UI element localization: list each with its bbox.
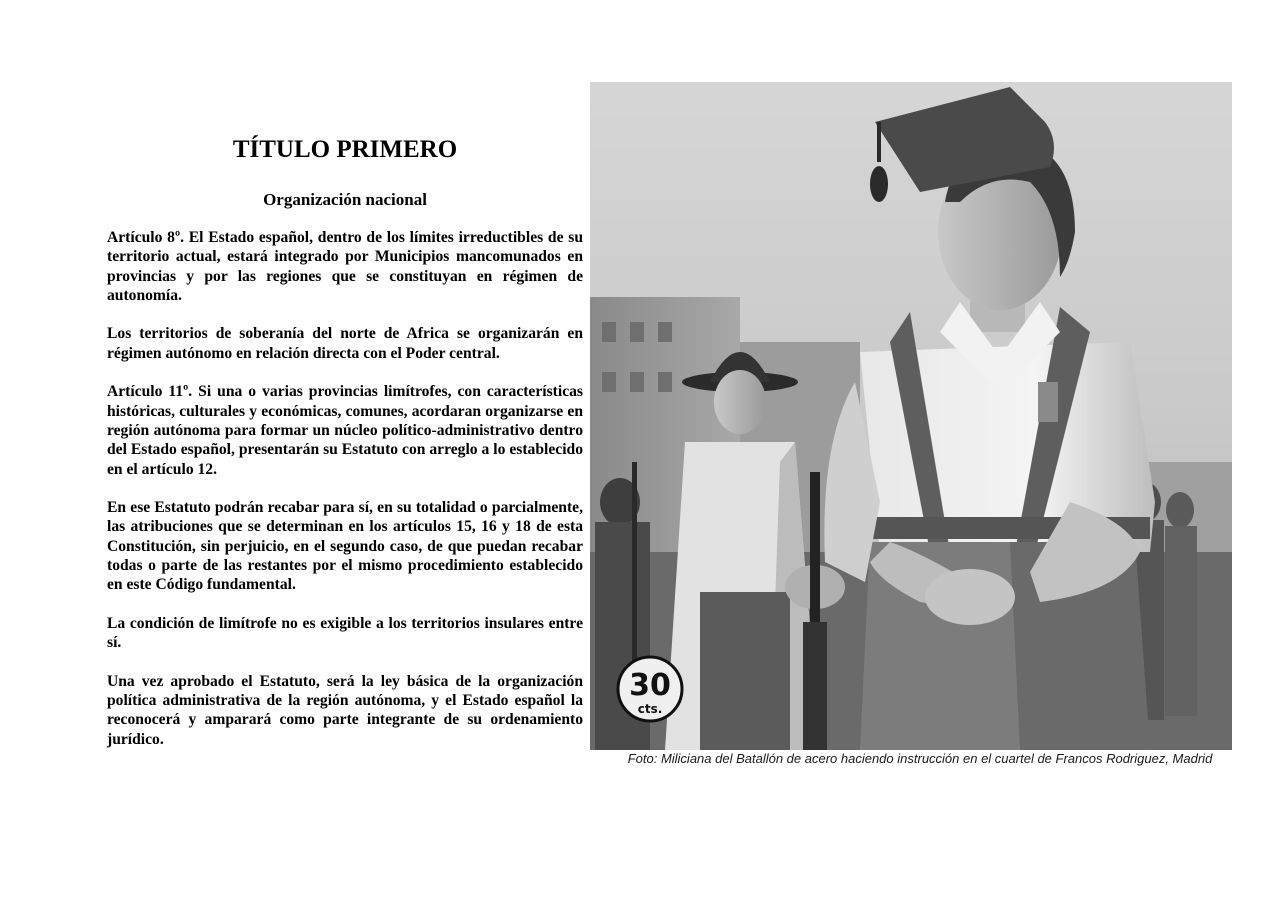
photo-illustration [590,82,1232,750]
paragraph-north-africa: Los territorios de soberanía del norte de Africa se organizarán en régimen autónomo en relación directa con el Poder central. [107,325,583,362]
badge-number: 30 [629,668,671,703]
badge-unit: cts. [637,702,663,716]
historical-photo [590,82,1232,750]
paragraph-statute-approval: Una vez aprobado el Estatuto, será la ley básica de la organización política administrativa de la región autónoma, y el Estado español la reconocerá y amparará como parte integrante de su ordenamiento jurídico. [107,672,583,748]
price-badge [618,657,682,721]
document-text-column [107,134,583,768]
section-title: TÍTULO PRIMERO [232,136,458,163]
paragraph-island-territories: La condición de limítrofe no es exigible a los territorios insulares entre sí. [107,614,583,652]
photo-caption: Foto: Miliciana del Batallón de acero haciendo instrucción en el cuartel de Francos Rodriguez, Madrid [627,751,1213,766]
paragraph-article-11: Artículo 11º. Si una o varias provincias limítrofes, con características históricas, culturales y económicas, comunes, acordaran organizarse en región autónoma para formar un núcleo político-administrativo dentro del Estado español, presentarán su Estatuto con arreglo a lo establecido en el artículo 12. [107,383,583,478]
paragraph-article-8: Artículo 8º. El Estado español, dentro de los límites irreductibles de su territorio actual, estará integrado por Municipios mancomunados en provincias y por las regiones que se constituyan en régimen de autonomía. [107,229,583,304]
paragraph-statute-powers: En ese Estatuto podrán recabar para sí, en su totalidad o parcialmente, las atribuciones que se determinan en los artículos 15, 16 y 18 de esta Constitución, sin perjuicio, en el segundo caso, de que puedan recabar todas o parte de las restantes por el mismo procedimiento establecido en este Código fundamental. [107,499,583,594]
section-subtitle: Organización nacional [263,190,427,209]
article-paragraphs [107,228,583,749]
